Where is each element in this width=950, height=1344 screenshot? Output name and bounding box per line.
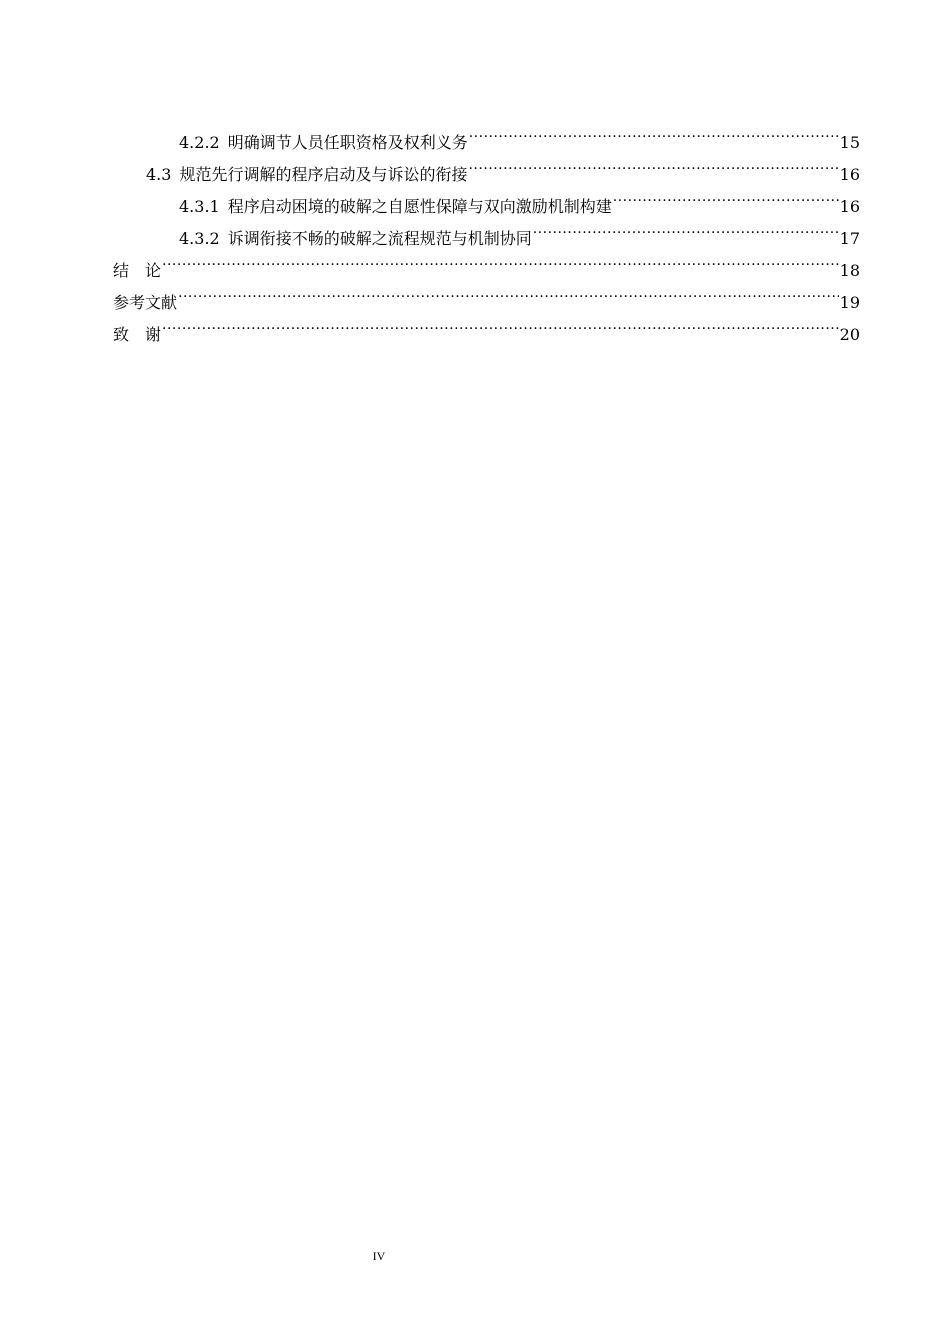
toc-entry-page: 18	[839, 261, 860, 280]
toc-entry-title: 参考文献	[113, 293, 178, 312]
toc-entry-page: 19	[839, 293, 860, 312]
toc-entry-title: 致 谢	[113, 325, 162, 344]
toc-entry-references[interactable]	[113, 276, 860, 312]
toc-entry-title: 程序启动困境的破解之自愿性保障与双向激励机制构建	[227, 197, 612, 216]
toc-entry-conclusion[interactable]	[113, 244, 860, 280]
toc-dot-leader	[178, 276, 839, 308]
toc-entry-page: 16	[839, 197, 860, 216]
toc-entry-acknowledgements[interactable]	[113, 308, 860, 344]
toc-dot-leader	[613, 180, 839, 212]
toc-entry-number: 4.3.2	[179, 229, 220, 248]
toc-entry-4-2-2[interactable]	[113, 116, 860, 152]
toc-entry-page: 15	[839, 133, 860, 152]
toc-entry-number: 4.2.2	[179, 133, 220, 152]
toc-dot-leader	[162, 308, 839, 340]
toc-dot-leader	[162, 244, 839, 276]
toc-entry-page: 17	[839, 229, 860, 248]
toc-entry-4-3[interactable]	[113, 148, 860, 184]
toc-entry-title: 结 论	[113, 261, 162, 280]
page-number: IV	[372, 1249, 386, 1263]
toc-dot-leader	[469, 116, 839, 148]
toc-entry-title: 明确调节人员任职资格及权利义务	[227, 133, 468, 152]
table-of-contents	[113, 116, 860, 344]
toc-entry-number: 4.3.1	[179, 197, 220, 216]
toc-entry-number: 4.3	[146, 165, 172, 184]
toc-entry-title: 诉调衔接不畅的破解之流程规范与机制协同	[227, 229, 532, 248]
toc-dot-leader	[468, 148, 838, 180]
toc-entry-title: 规范先行调解的程序启动及与诉讼的衔接	[179, 165, 468, 184]
toc-dot-leader	[533, 212, 839, 244]
toc-entry-page: 16	[839, 165, 860, 184]
toc-entry-page: 20	[839, 325, 860, 344]
